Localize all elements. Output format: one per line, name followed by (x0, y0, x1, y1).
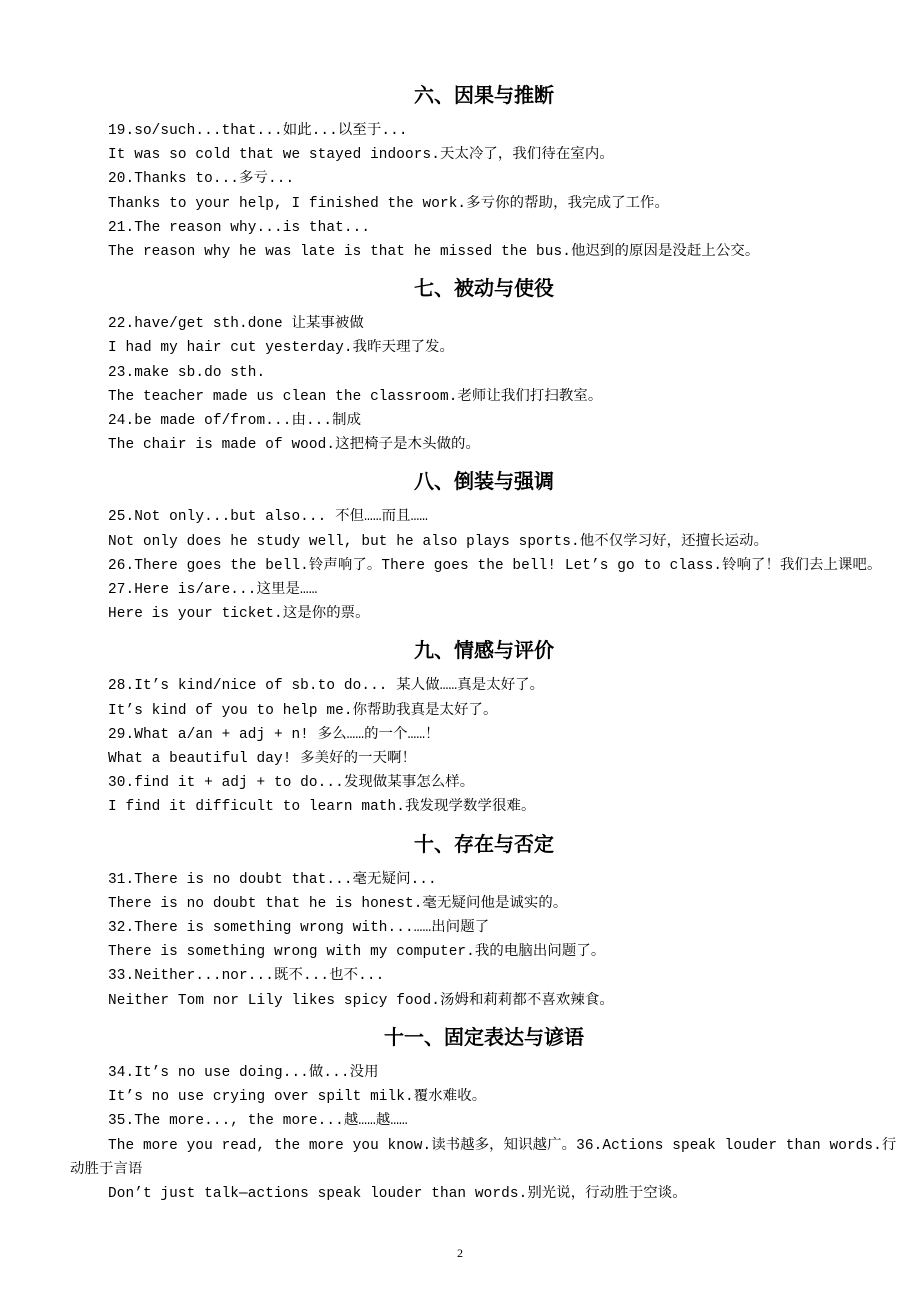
section (70, 457, 898, 626)
section-heading: 六、因果与推断 (414, 83, 554, 107)
phrase-item: 19.so/such...that...如此...以至于... (108, 123, 408, 139)
phrase-item: 25.Not only...but also... 不但……而且…… (108, 509, 429, 526)
phrase-item: 26.There goes the bell.铃声响了。There goes the bell! Let’s go to class.铃响了！我们去上课吧。 (108, 557, 882, 574)
phrase-item: 24.be made of/from...由...制成 (108, 413, 362, 430)
example-sentence: What a beautiful day! 多美好的一天啊！ (108, 751, 417, 768)
section-heading: 十一、固定表达与谚语 (384, 1024, 584, 1049)
example-sentence: It’s no use crying over spilt milk.覆水难收。 (108, 1089, 487, 1106)
section-heading: 八、倒装与强调 (414, 469, 554, 494)
phrase-item: 29.What a/an + adj + n! 多么……的一个……！ (108, 726, 440, 743)
phrase-item: 32.There is something wrong with...……出问题了 (108, 920, 490, 937)
example-sentence: It was so cold that we stayed indoors.天太冷了，我们待在室内。 (108, 147, 614, 164)
example-sentence: The teacher made us clean the classroom.老师让我们打扫教室。 (108, 388, 603, 405)
example-sentence: I find it difficult to learn math.我发现学数学很难。 (108, 799, 536, 816)
phrase-item: 34.It’s no use doing...做...没用 (108, 1064, 379, 1081)
section (70, 1013, 898, 1206)
phrase-item: 20.Thanks to...多亏... (108, 171, 295, 188)
section (70, 264, 898, 457)
section (70, 820, 898, 1013)
example-sentence: The chair is made of wood.这把椅子是木头做的。 (108, 437, 481, 454)
example-sentence: The reason why he was late is that he missed the bus.他迟到的原因是没赶上公交。 (108, 244, 760, 261)
section-heading: 九、情感与评价 (414, 638, 554, 663)
phrase-item: 23.make sb.do sth. (108, 364, 266, 381)
section-heading: 十、存在与否定 (414, 831, 554, 856)
phrase-item: Don’t just talk—actions speak louder than words.别光说，行动胜于空谈。 (108, 1185, 687, 1202)
page-number: 2 (457, 1246, 463, 1260)
phrase-item: 22.have/get sth.done 让某事被做 (108, 316, 364, 333)
phrase-item: 31.There is no doubt that...毫无疑问... (108, 871, 437, 888)
section-heading: 七、被动与使役 (414, 276, 554, 301)
section (70, 626, 898, 819)
phrase-item: 21.The reason why...is that... (108, 219, 371, 236)
example-sentence: 27.Here is/are...这里是…… (108, 582, 318, 599)
example-sentence: The more you read, the more you know.读书越多，知识越广。36.Actions speak louder than words.行动胜于言语 (70, 1137, 897, 1178)
example-sentence: Neither Tom nor Lily likes spicy food.汤姆和莉莉都不喜欢辣食。 (108, 992, 614, 1009)
phrase-item: 30.find it + adj + to do...发现做某事怎么样。 (108, 775, 475, 792)
example-sentence: It’s kind of you to help me.你帮助我真是太好了。 (108, 702, 498, 719)
example-sentence: There is something wrong with my computer.我的电脑出问题了。 (108, 944, 606, 961)
phrase-item: 33.Neither...nor...既不...也不... (108, 968, 385, 985)
example-sentence: There is no doubt that he is honest.毫无疑问他是诚实的。 (108, 895, 568, 912)
phrase-item: Here is your ticket.这是你的票。 (108, 606, 370, 623)
example-sentence: Not only does he study well, but he also plays sports.他不仅学习好，还擅长运动。 (108, 533, 769, 550)
phrase-item: 28.It’s kind/nice of sb.to do... 某人做……真是太好了。 (108, 678, 545, 695)
phrase-item: 35.The more..., the more...越……越…… (108, 1113, 408, 1130)
document-page (70, 71, 898, 1206)
example-sentence: I had my hair cut yesterday.我昨天理了发。 (108, 340, 455, 357)
section (70, 71, 898, 264)
example-sentence: Thanks to your help, I finished the work.多亏你的帮助，我完成了工作。 (108, 195, 670, 212)
